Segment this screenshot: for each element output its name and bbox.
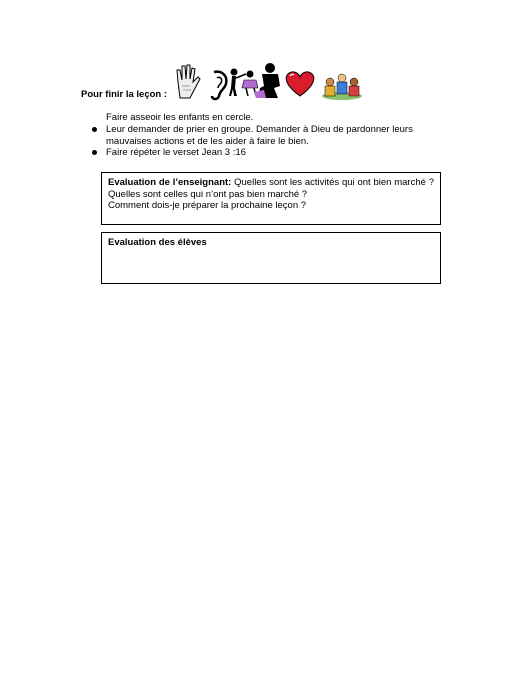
teacher-evaluation-label: Evaluation de l’enseignant:: [108, 177, 232, 188]
section-heading: Pour finir la leçon :: [81, 89, 168, 100]
icon-strip: [174, 62, 364, 102]
children-pointing-icon: [229, 69, 258, 97]
hand-icon: [177, 65, 200, 98]
list-item: Leur demander de prier en groupe. Demander à Dieu de pardonner leurs mauvaises actions et de les aider à faire le bien.: [90, 124, 440, 147]
heart-icon: [286, 72, 314, 96]
praying-silhouette-icon: [254, 63, 280, 98]
intro-line: Faire asseoir les enfants en cercle.: [106, 112, 254, 123]
student-evaluation-box: [101, 232, 441, 284]
student-evaluation-label: Evaluation des élèves: [108, 237, 207, 248]
teacher-evaluation-questions: Quelles sont les activités qui ont bien marché ? Quelles sont celles qui n’ont pas bien marché ?: [108, 177, 434, 200]
ear-icon: [212, 72, 226, 99]
bullet-icon: [92, 127, 97, 132]
bullet-icon: [92, 150, 97, 155]
teacher-evaluation-box: [101, 172, 441, 225]
teacher-evaluation-question-2: Comment dois-je préparer la prochaine leçon ?: [108, 200, 307, 211]
instruction-list: [90, 124, 440, 159]
children-group-icon: [322, 74, 362, 100]
list-item: Faire répéter le verset Jean 3 :16: [90, 147, 440, 159]
